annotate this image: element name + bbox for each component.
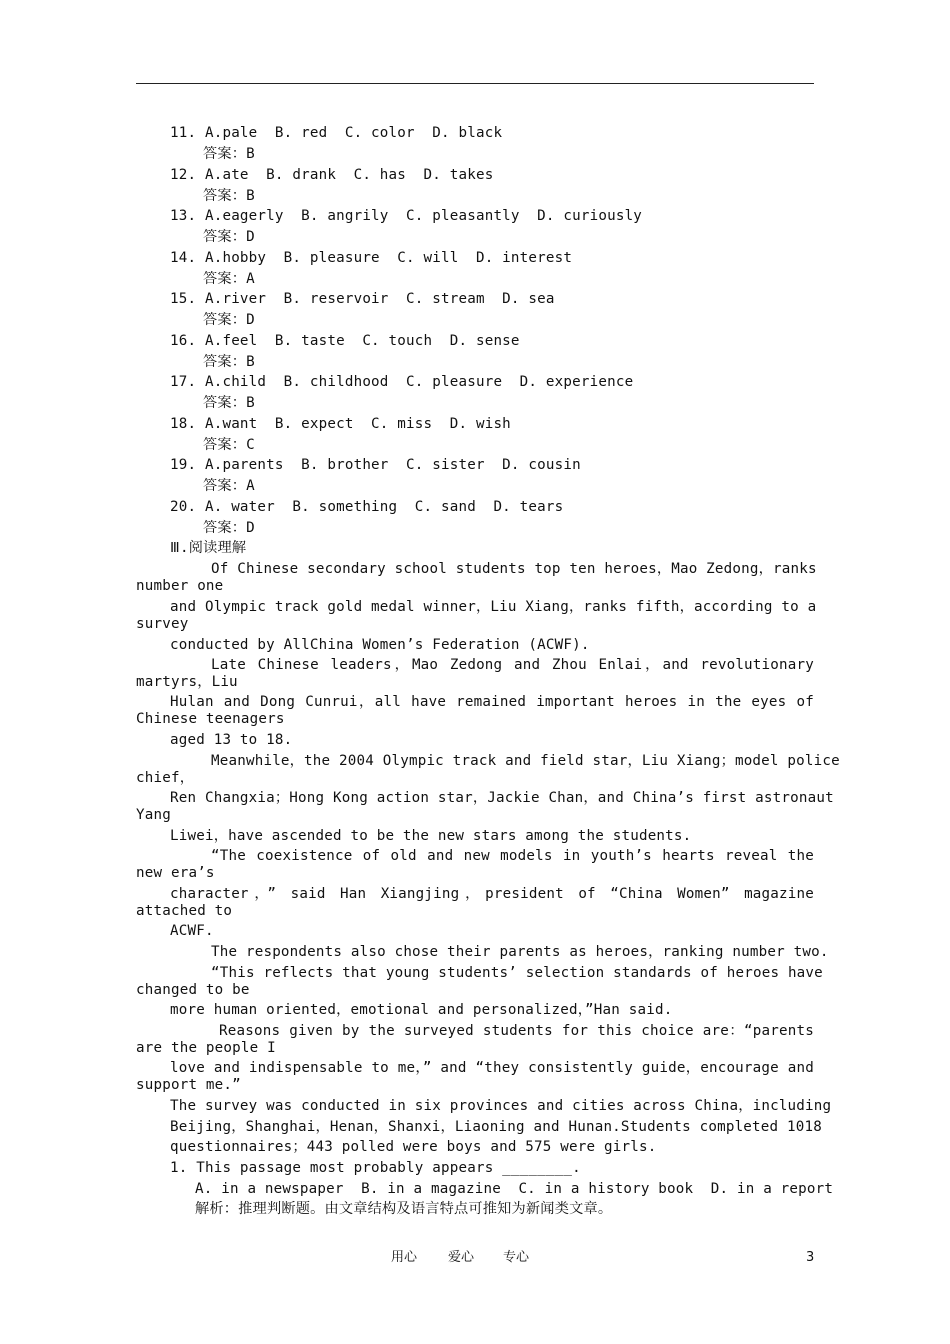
question-17: 17. A.child B. childhood C. pleasure D. experience (170, 374, 634, 390)
passage-line: Yang (136, 807, 171, 823)
answer-19: 答案：A (203, 478, 255, 494)
answer-16: 答案：B (203, 354, 255, 370)
question-11: 11. A.pale B. red C. color D. black (170, 125, 503, 141)
answer-11: 答案：B (203, 146, 255, 162)
passage-line: Chinese teenagers (136, 711, 285, 727)
passage-line: conducted by AllChina Women’s Federation (ACWF). (170, 637, 590, 653)
passage-line: love and indispensable to me，” and “they consistently guide，encourage and (170, 1060, 814, 1076)
question-14: 14. A.hobby B. pleasure C. will D. interest (170, 250, 573, 266)
passage-line: Liwei，have ascended to be the new stars among the students. (170, 828, 692, 844)
passage-line: survey (136, 616, 189, 632)
footer-motto-middle: 爱心 (448, 1250, 475, 1265)
passage-line: are the people I (136, 1040, 276, 1056)
passage-line: questionnaires；443 polled were boys and 575 were girls. (170, 1139, 657, 1155)
question-12: 12. A.ate B. drank C. has D. takes (170, 167, 494, 183)
passage-line: Late Chinese leaders，Mao Zedong and Zhou Enlai，and revolutionary (211, 657, 814, 673)
passage-line: Ren Changxia；Hong Kong action star，Jackie Chan，and China’s first astronaut (170, 790, 834, 806)
passage-line: aged 13 to 18. (170, 732, 293, 748)
passage-line: Reasons given by the surveyed students for this choice are：“parents (219, 1023, 814, 1039)
passage-line: new era’s (136, 865, 215, 881)
answer-17: 答案：B (203, 395, 255, 411)
footer-motto-left: 用心 (391, 1250, 418, 1265)
question-16: 16. A.feel B. taste C. touch D. sense (170, 333, 520, 349)
passage-line: more human oriented，emotional and personalized，”Han said. (170, 1002, 673, 1018)
passage-line: Hulan and Dong Cunrui，all have remained important heroes in the eyes of (170, 694, 814, 710)
passage-line: character，” said Han Xiangjing，president of “China Women” magazine (170, 886, 814, 902)
passage-line: The respondents also chose their parents as heroes，ranking number two. (211, 944, 829, 960)
question-1-analysis: 解析：推理判断题。由文章结构及语言特点可推知为新闻类文章。 (195, 1201, 613, 1217)
passage-line: “This reflects that young students’ selection standards of heroes have (211, 965, 823, 981)
passage-line: The survey was conducted in six provinces and cities across China，including (170, 1098, 832, 1114)
passage-line: chief， (136, 770, 195, 786)
answer-15: 答案：D (203, 312, 255, 328)
page-number: 3 (806, 1250, 815, 1265)
passage-line: martyrs，Liu (136, 674, 238, 690)
question-20: 20. A. water B. something C. sand D. tears (170, 499, 564, 515)
passage-line: ACWF. (170, 923, 214, 939)
answer-12: 答案：B (203, 188, 255, 204)
question-1-stem: 1. This passage most probably appears ________. (170, 1160, 581, 1176)
question-15: 15. A.river B. reservoir C. stream D. sea (170, 291, 555, 307)
passage-line: Of Chinese secondary school students top ten heroes，Mao Zedong，ranks (211, 561, 817, 577)
passage-line: changed to be (136, 982, 250, 998)
passage-line: support me.” (136, 1077, 241, 1093)
answer-20: 答案：D (203, 520, 255, 536)
passage-line: attached to (136, 903, 233, 919)
passage-line: “The coexistence of old and new models in youth’s hearts reveal the (211, 848, 814, 864)
answer-14: 答案：A (203, 271, 255, 287)
section-heading: Ⅲ.阅读理解 (170, 540, 247, 556)
question-19: 19. A.parents B. brother C. sister D. cousin (170, 457, 581, 473)
question-1-options: A. in a newspaper B. in a magazine C. in a history book D. in a report (195, 1181, 834, 1197)
question-18: 18. A.want B. expect C. miss D. wish (170, 416, 511, 432)
passage-line: number one (136, 578, 224, 594)
passage-line: and Olympic track gold medal winner，Liu Xiang，ranks fifth，according to a (170, 599, 817, 615)
passage-line: Meanwhile，the 2004 Olympic track and field star，Liu Xiang；model police (211, 753, 840, 769)
answer-18: 答案：C (203, 437, 255, 453)
answer-13: 答案：D (203, 229, 255, 245)
header-rule (136, 83, 814, 84)
passage-line: Beijing，Shanghai，Henan，Shanxi，Liaoning and Hunan.Students completed 1018 (170, 1119, 822, 1135)
footer-motto-right: 专心 (503, 1250, 530, 1265)
question-13: 13. A.eagerly B. angrily C. pleasantly D. curiously (170, 208, 643, 224)
